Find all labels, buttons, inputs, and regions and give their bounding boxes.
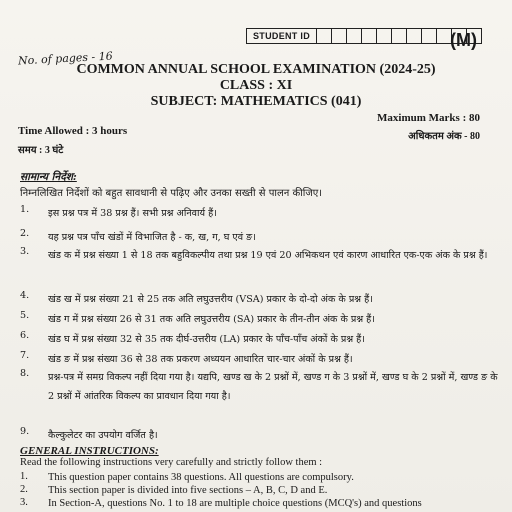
item-number: 7. <box>20 350 30 361</box>
page-count: No. of pages - 16 <box>17 49 114 68</box>
item-text: This section paper is divided into five sections – A, B, C, D and E. <box>48 485 328 496</box>
student-id-cell[interactable] <box>392 29 407 43</box>
item-text: खंड क में प्रश्न संख्या 1 से 18 तक बहुविकल्पीय तथा प्रश्न 19 एवं 20 अभिकथन एवं कारण आधारित एक-एक अंक के प्रश्न हैं। <box>48 250 488 261</box>
item-text: खंड ख में प्रश्न संख्या 21 से 25 तक अति लघुउत्तरीय (VSA) प्रकार के दो-दो अंक के प्रश्न हैं। <box>48 294 373 305</box>
student-id-cell[interactable] <box>317 29 332 43</box>
subject-label: SUBJECT: MATHEMATICS (041) <box>150 94 362 109</box>
student-id-label: STUDENT ID <box>247 29 317 43</box>
student-id-cell[interactable] <box>407 29 422 43</box>
item-number: 5. <box>20 310 30 321</box>
class-label: CLASS : XI <box>219 78 293 93</box>
item-number: 9. <box>20 426 30 437</box>
max-marks-hi: अधिकतम अंक - 80 <box>408 131 480 142</box>
hindi-instructions-heading: सामान्य निर्देश: <box>20 171 77 183</box>
item-number: 4. <box>20 290 30 301</box>
general-instructions-heading: GENERAL INSTRUCTIONS: <box>20 445 159 457</box>
student-id-cell[interactable] <box>347 29 362 43</box>
hindi-instructions-intro: निम्नलिखित निर्देशों को बहुत सावधानी से पढ़िए और उनका सख्ती से पालन कीजिए। <box>20 188 323 199</box>
item-number: 1. <box>20 204 30 215</box>
item-text: In Section-A, questions No. 1 to 18 are multiple choice questions (MCQ's) and questions <box>48 498 422 509</box>
item-text: खंड ङ में प्रश्न संख्या 36 से 38 तक प्रकरण अध्ययन आधारित चार-चार अंकों के प्रश्न हैं। <box>48 354 353 365</box>
item-number: 3. <box>20 497 28 508</box>
student-id-box <box>246 28 482 44</box>
time-allowed-hi: समय : 3 घंटे <box>18 145 64 156</box>
exam-title: COMMON ANNUAL SCHOOL EXAMINATION (2024-25) <box>76 62 436 77</box>
item-text: खंड घ में प्रश्न संख्या 32 से 35 तक दीर्घ-उत्तरीय (LA) प्रकार के पाँच-पाँच अंकों के प्रश्न हैं। <box>48 334 365 345</box>
general-instructions-intro: Read the following instructions very carefully and strictly follow them : <box>20 457 323 468</box>
item-number: 1. <box>20 471 28 482</box>
time-allowed-en: Time Allowed : 3 hours <box>18 125 128 137</box>
student-id-cell[interactable] <box>422 29 437 43</box>
item-text: यह प्रश्न पत्र पाँच खंडों में विभाजित है - क, ख, ग, घ एवं ङ। <box>48 232 256 243</box>
item-text: कैल्कुलेटर का उपयोग वर्जित है। <box>48 430 158 441</box>
item-text: प्रश्न-पत्र में समग्र विकल्प नहीं दिया गया है। यद्यपि, खण्ड ख के 2 प्रश्नों में, खण्ड ग के 3 प्रश्नों में, खण्ड घ के 2 प्रश्नों में, खण्ड ङ के 2 प्रश्नों में आंतरिक विकल्प का प्रावधान दिया गया है। <box>48 372 498 402</box>
student-id-cell[interactable] <box>332 29 347 43</box>
item-number: 2. <box>20 228 30 239</box>
item-number: 3. <box>20 246 30 257</box>
max-marks-en: Maximum Marks : 80 <box>377 112 480 124</box>
item-text: इस प्रश्न पत्र में 38 प्रश्न हैं। सभी प्रश्न अनिवार्य हैं। <box>48 208 217 219</box>
student-id-cell[interactable] <box>377 29 392 43</box>
set-code: (M) <box>450 30 477 50</box>
student-id-cell[interactable] <box>362 29 377 43</box>
item-number: 6. <box>20 330 30 341</box>
item-number: 8. <box>20 368 30 379</box>
item-text: This question paper contains 38 questions. All questions are compulsory. <box>48 472 354 483</box>
item-text: खंड ग में प्रश्न संख्या 26 से 31 तक अति लघुउत्तरीय (SA) प्रकार के तीन-तीन अंक के प्रश्न हैं। <box>48 314 375 325</box>
item-number: 2. <box>20 484 28 495</box>
